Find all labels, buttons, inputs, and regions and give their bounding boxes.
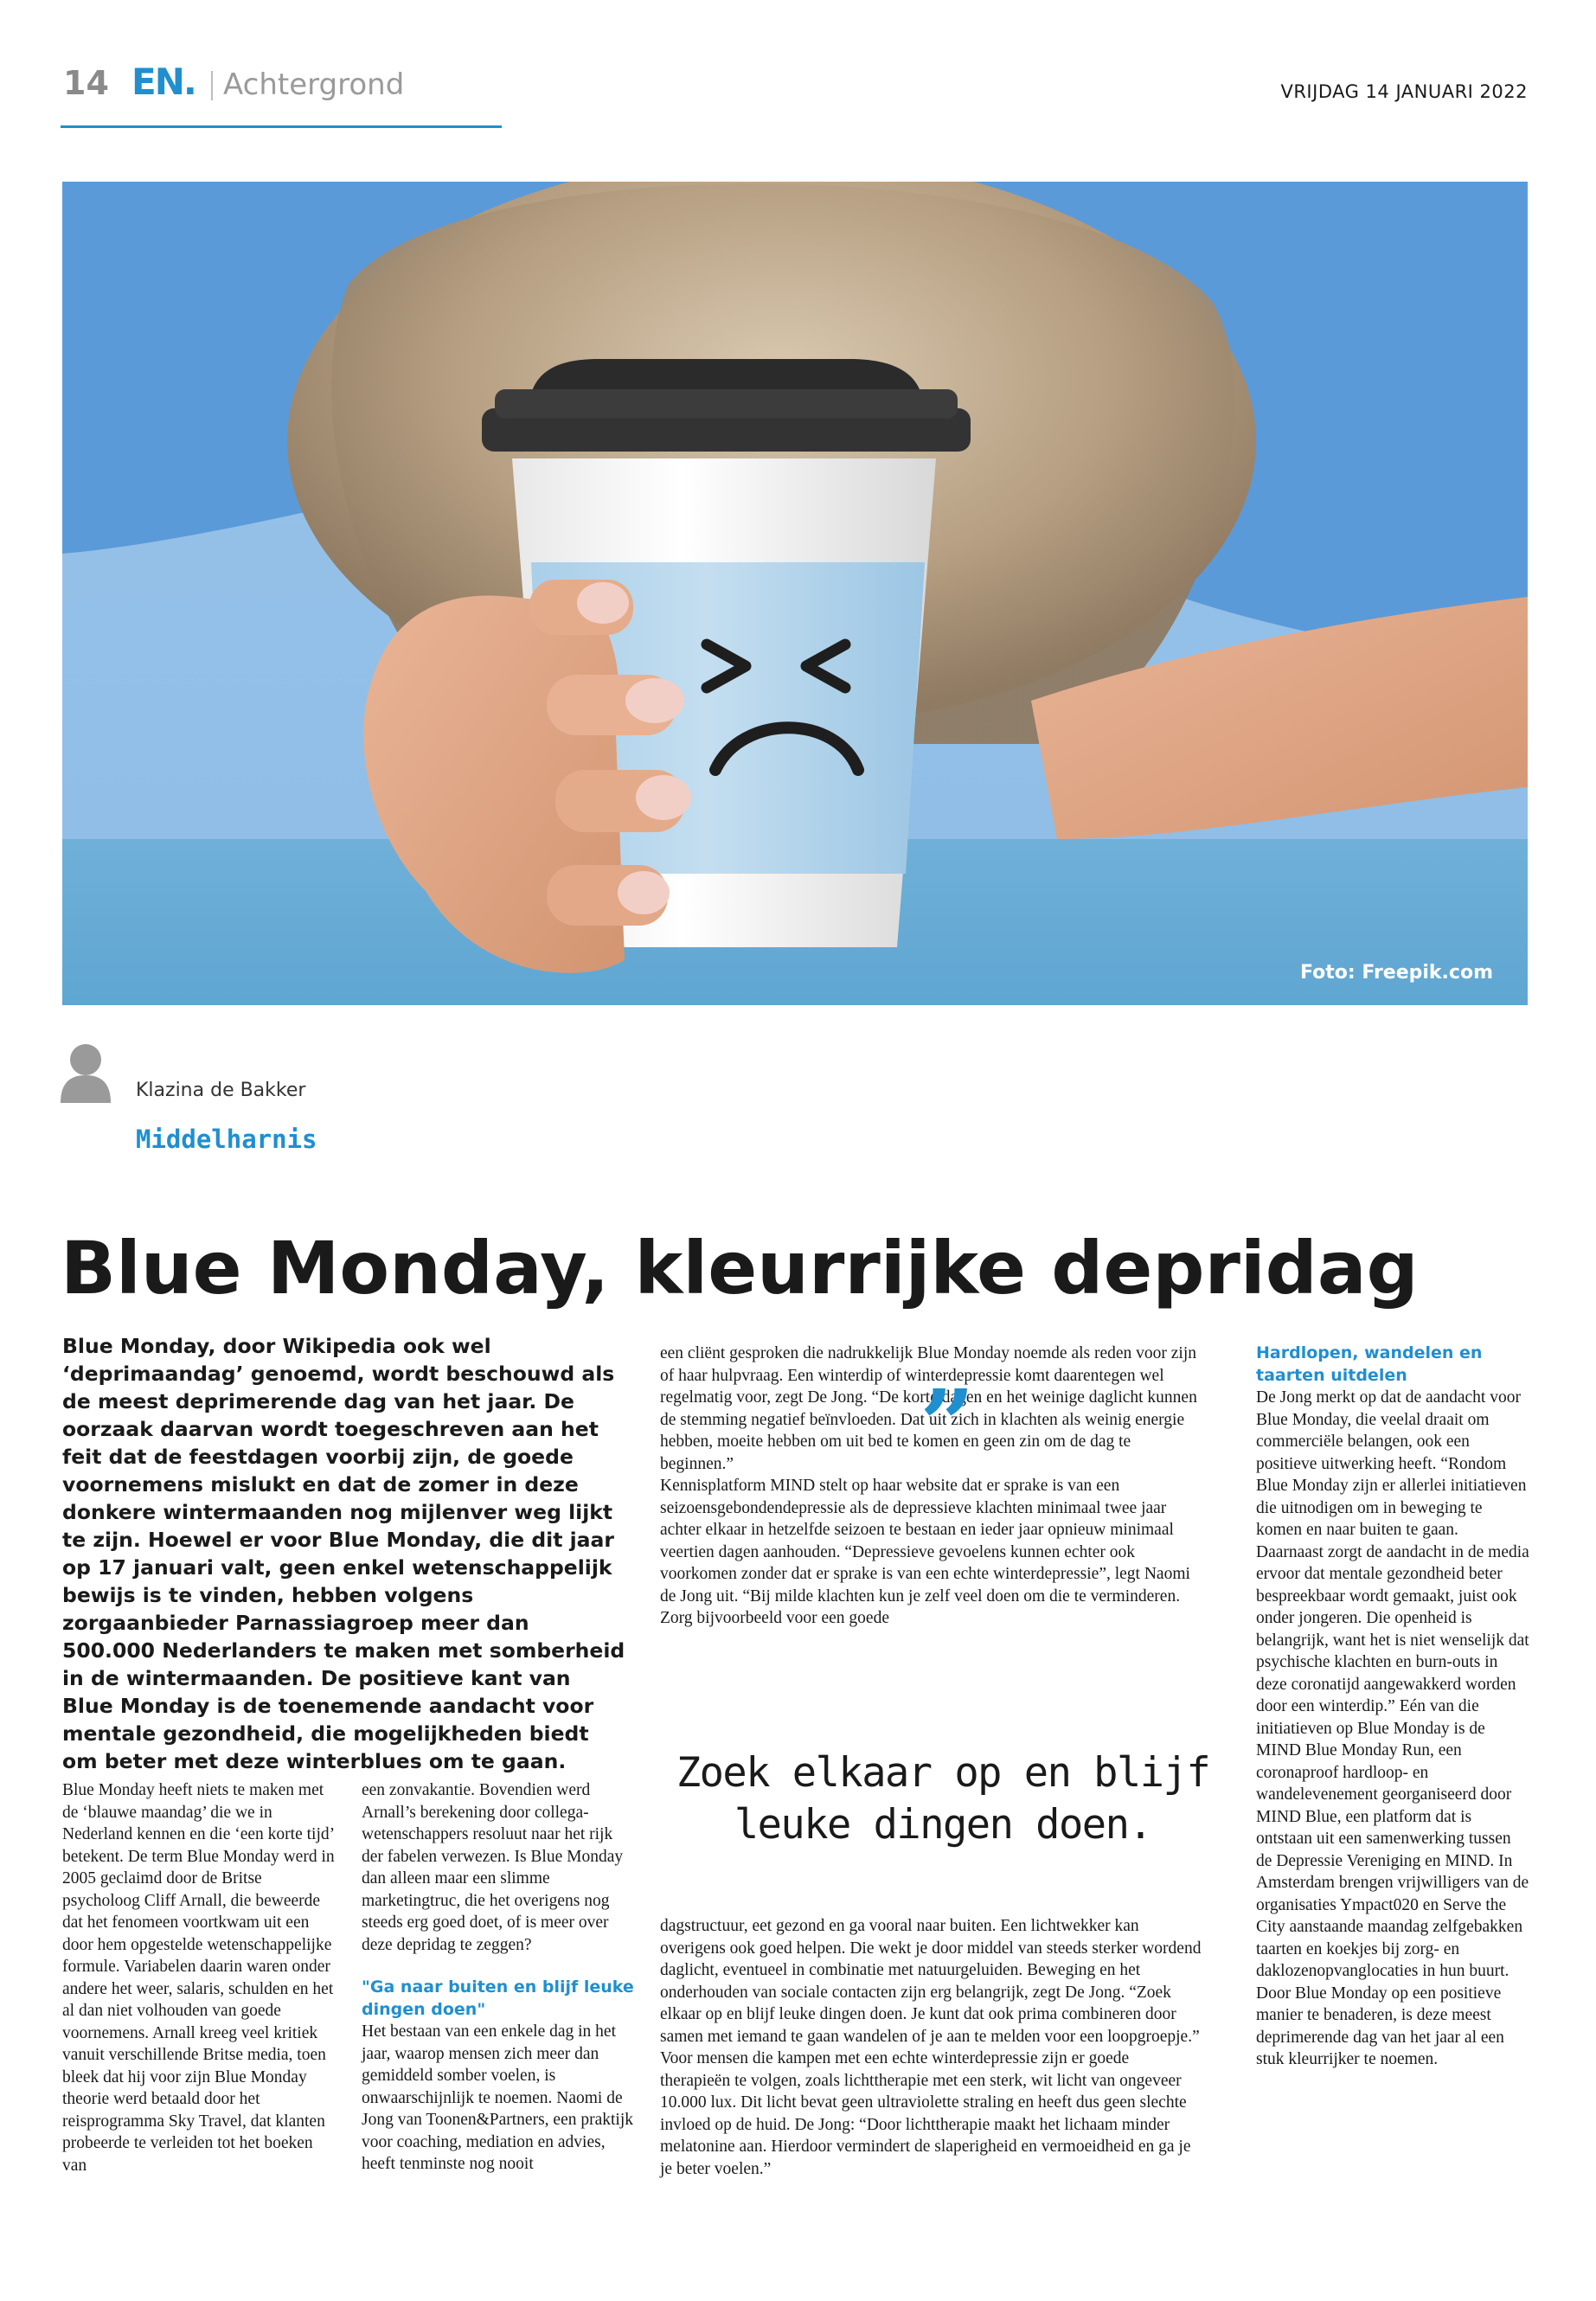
body-column-1 (62, 1779, 337, 2176)
author-name[interactable]: Klazina de Bakker (136, 1080, 306, 1101)
body-paragraph: een cliënt gesproken die nadrukkelijk Blue Monday noemde als reden voor zijn of haar hulpvraag. Een winterdip of winterdepressie komt daarentegen wel regelmatig voor, zegt De Jong. “De korte dagen en het weinige daglicht kunnen de stemming negatief beïnvloeden. Dat uit zich in klachten als weinig energie hebben, moeite hebben om uit bed te komen en geen zin om de dag te beginnen.” (660, 1344, 1197, 1473)
pull-quote: Zoek elkaar op en blijf leuke dingen doen. (676, 1749, 1210, 1849)
newspaper-logo[interactable]: EN. (131, 61, 195, 103)
author-avatar-icon (61, 1042, 111, 1103)
body-column-2 (362, 1779, 637, 2176)
section-title[interactable]: Achtergrond (223, 67, 405, 102)
body-paragraph: een zonvakantie. Bovendien werd Arnall’s berekening door collega-wetenschappers resoluut naar het rijk der fabelen verwezen. Is Blue Monday dan alleen maar een slimme marketingtruc, die het overigens nog steeds erg goed doet, of is meer over deze depridag te zeggen? (362, 1781, 624, 1954)
body-paragraph: De Jong merkt op dat de aandacht voor Blue Monday, die veelal draait om commerciële belangen, ook een positieve uitwerking heeft. “Rondom Blue Monday zijn er allerlei initiatieven die uitnodigen om in beweging te komen en naar buiten te gaan. Daarnaast zorgt de aandacht in de media ervoor dat mentale gezondheid beter bespreekbaar wordt gemaakt, juist ook onder jongeren. Die openheid is belangrijk, want het is niet wenselijk dat psychische klachten en burn-outs in deze coronatijd aangewakkerd worden door een winterdip.” Eén van die initiatieven op Blue Monday is de MIND Blue Monday Run, een coronaproof hardloop- en wandelevenement georganiseerd door MIND Blue, een platform dat is ontstaan uit een samenwerking tussen de Depressie Vereniging en MIND. In Amsterdam brengen vrijwilligers van de organisaties Ympact020 en Serve the City aanstaande maandag zelfgebakken taarten en koekjes bij zorg- en daklozenopvanglocaties in hun buurt. Door Blue Monday op een positieve manier te benaderen, is deze meest deprimerende dag van het jaar al een stuk kleurrijker te noemen. (1256, 1388, 1529, 2068)
issue-date: VRIJDAG 14 JANUARI 2022 (1280, 81, 1528, 102)
body-paragraph: Blue Monday heeft niets te maken met de ‘blauwe maandag’ die we in Nederland kennen en die ‘een korte tijd’ betekent. De term Blue Monday werd in 2005 geclaimd door de Britse psycholoog Cliff Arnall, die beweerde dat het fenomeen voortkwam uit een door hem opgestelde wetenschappelijke formule. Variabelen daarin waren onder andere het weer, salaris, schulden en het al dan niet volhouden van goede voornemens. Arnall kreeg veel kritiek vanuit verschillende Britse media, toen bleek dat hij voor zijn Blue Monday theorie werd betaald door het reisprogramma Sky Travel, dat klanten probeerde te verleiden tot het boeken van (62, 1781, 335, 2175)
quote-mark-icon: ” (920, 1368, 975, 1480)
body-paragraph: Kennisplatform MIND stelt op haar website dat er sprake is van een seizoensgebondendepressie als de depressieve klachten minimaal twee jaar achter elkaar in hetzelfde seizoen te bestaan en ieder jaar opnieuw minimaal veertien dagen aanhouden. “Depressieve gevoelens kunnen echter ook voorkomen zonder dat er sprake is van een echte winterdepressie”, legt Naomi de Jong uit. “Bij milde klachten kun je zelf veel doen om die te verminderen. Zorg bijvoorbeeld voor een goede (660, 1477, 1190, 1627)
body-column-3-bottom (660, 1915, 1203, 2180)
article-lead: Blue Monday, door Wikipedia ook wel ‘deprimaandag’ genoemd, wordt beschouwd als de meest deprimerende dag van het jaar. De oorzaak daarvan wordt toegeschreven aan het feit dat de feestdagen voorbij zijn, de goede voornemens mislukt en dat de zomer in deze donkere wintermaanden nog mijlenver weg lijkt te zijn. Hoewel er voor Blue Monday, die dit jaar op 17 januari valt, geen enkel wetenschappelijk bewijs is te vinden, hebben volgens zorgaanbieder Parnassiagroep meer dan 500.000 Nederlanders te maken met somberheid in de wintermaanden. De positieve kant van Blue Monday is de toenemende aandacht voor mentale gezondheid, die mogelijkheden biedt om beter met deze winterblues om te gaan. (62, 1334, 625, 1773)
page-number: 14 (63, 64, 109, 102)
coffee-cup-photo-illustration (62, 182, 1528, 1005)
article-location: Middelharnis (136, 1125, 317, 1154)
subheading-go-outside: "Ga naar buiten en blijf leuke dingen doen" (362, 1977, 634, 2019)
header-divider (211, 71, 213, 100)
body-paragraph: Het bestaan van een enkele dag in het jaar, waarop mensen zich meer dan gemiddeld somber voelen, is onwaarschijnlijk te noemen. Naomi de Jong van Toonen&Partners, een praktijk voor coaching, mediation en advies, heeft tenminste nog nooit (362, 2022, 633, 2173)
subheading-running-walking: Hardlopen, wandelen en taarten uitdelen (1256, 1343, 1483, 1385)
body-paragraph: dagstructuur, eet gezond en ga vooral naar buiten. Een lichtwekker kan overigens ook goed helpen. Die wekt je door middel van steeds sterker wordend daglicht, eventueel in combinatie met natuurgeluiden. Beweging en het onderhouden van sociale contacten zijn erg belangrijk, zegt De Jong. “Zoek elkaar op en blijf leuke dingen doen. Je kunt dat ook prima combineren door samen met iemand te gaan wandelen of je aan te melden voor een loopgroepje.” Voor mensen die kampen met een echte winterdepressie zijn er goede therapieën te volgen, zoals lichttherapie met een sterk, wit licht van ongeveer 10.000 lux. Dit licht bevat geen ultraviolette straling en heeft dus geen slechte invloed op de huid. De Jong: “Door lichttherapie maakt het lichaam minder melatonine aan. Hierdoor vermindert de slaperigheid en vermoeidheid en ga je je beter voelen.” (660, 1917, 1202, 2178)
article-headline: Blue Monday, kleurrijke depridag (61, 1226, 1419, 1311)
body-column-4 (1256, 1343, 1529, 2071)
article-photo (62, 182, 1528, 1005)
header-rule (61, 125, 502, 128)
photo-credit: Foto: Freepik.com (1299, 962, 1493, 984)
